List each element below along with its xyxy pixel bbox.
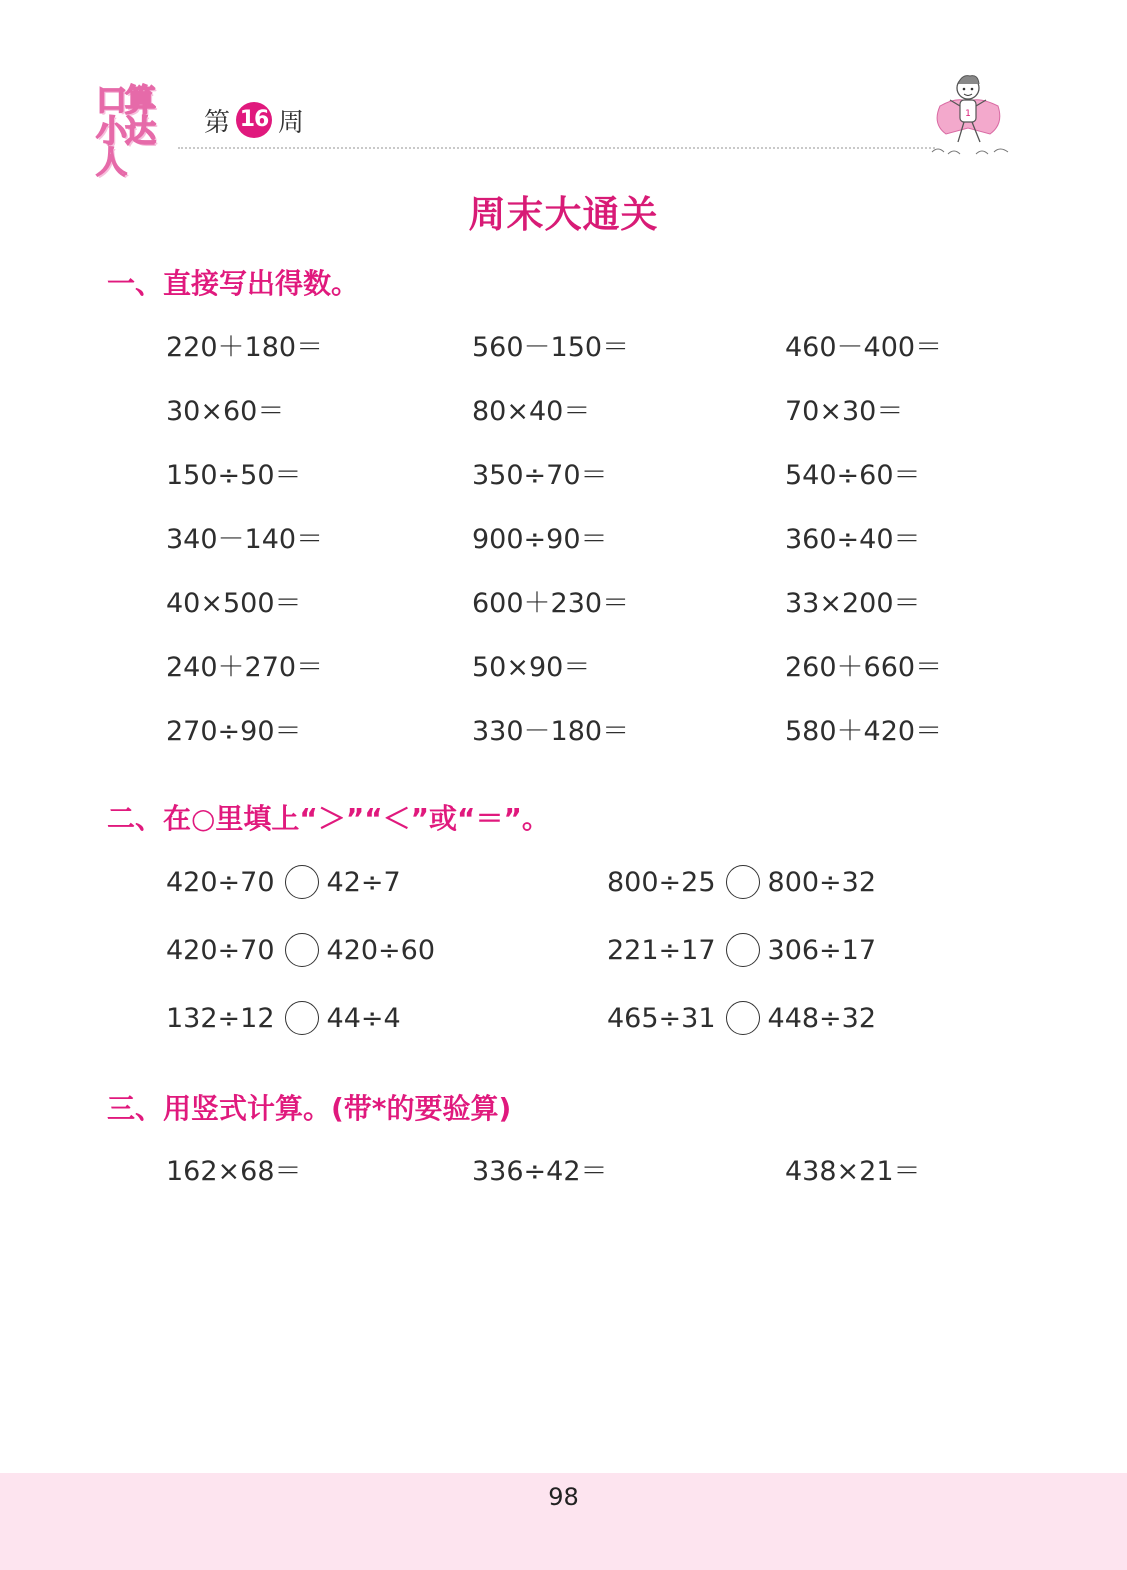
compare-right: 306÷17 [767,934,877,966]
problem-row [166,1149,986,1189]
problem-item: 260＋660＝ [785,652,943,683]
mascot-illustration-icon [918,66,1018,162]
compare-item [166,862,401,902]
week-suffix: 周 [278,107,305,138]
problem-item: 340－140＝ [166,524,324,555]
section2-heading: 二、在○里填上“＞”“＜”或“＝”。 [107,802,550,835]
problem-row [166,325,986,365]
problem-item: 460－400＝ [785,332,943,363]
answer-circle[interactable] [285,1001,319,1035]
problem-item: 580＋420＝ [785,716,943,747]
section1-heading: 一、直接写出得数。 [107,267,360,300]
problem-item: 162×68＝ [166,1156,302,1187]
compare-left: 800÷25 [607,866,716,898]
compare-right: 420÷60 [326,934,436,966]
logo-text-line2: 小达人 [96,114,154,181]
compare-item [166,930,435,970]
problem-item: 270÷90＝ [166,716,302,747]
problem-item: 900÷90＝ [472,524,608,555]
compare-item [607,862,876,902]
week-label [204,100,304,140]
problem-row [166,389,986,429]
compare-left: 465÷31 [607,1002,716,1034]
problem-item: 600＋230＝ [472,588,630,619]
compare-left: 221÷17 [607,934,716,966]
problem-item: 30×60＝ [166,396,285,427]
section3-heading: 三、用竖式计算。(带*的要验算) [107,1092,512,1125]
problem-item: 438×21＝ [785,1156,921,1187]
answer-circle[interactable] [726,1001,760,1035]
problem-row [166,709,986,749]
svg-text:1: 1 [965,109,971,119]
answer-circle[interactable] [726,865,760,899]
problem-item: 360÷40＝ [785,524,921,555]
compare-right: 44÷4 [326,1002,401,1034]
problem-item: 33×200＝ [785,588,921,619]
problem-item: 70×30＝ [785,396,904,427]
problem-item: 350÷70＝ [472,460,608,491]
problem-row [166,517,986,557]
problem-item: 540÷60＝ [785,460,921,491]
problem-row [166,453,986,493]
problem-item: 240＋270＝ [166,652,324,683]
compare-left: 132÷12 [166,1002,275,1034]
header-divider [178,147,935,149]
page-title: 周末大通关 [468,193,659,236]
problem-row [166,581,986,621]
compare-item [166,998,401,1038]
problem-item: 560－150＝ [472,332,630,363]
problem-item: 80×40＝ [472,396,591,427]
problem-item: 40×500＝ [166,588,302,619]
week-prefix: 第 [204,107,231,138]
problem-row [166,645,986,685]
answer-circle[interactable] [285,865,319,899]
compare-right: 800÷32 [767,866,877,898]
compare-item [607,930,876,970]
logo-text-line1: 口算 [96,83,154,119]
problem-item: 150÷50＝ [166,460,302,491]
compare-left: 420÷70 [166,934,275,966]
problem-item: 220＋180＝ [166,332,324,363]
compare-right: 42÷7 [326,866,401,898]
compare-right: 448÷32 [767,1002,877,1034]
compare-left: 420÷70 [166,866,275,898]
problem-item: 330－180＝ [472,716,630,747]
compare-item [607,998,876,1038]
week-number-badge: 16 [236,102,272,138]
problem-item: 50×90＝ [472,652,591,683]
answer-circle[interactable] [285,933,319,967]
page-number: 98 [548,1483,579,1511]
problem-item: 336÷42＝ [472,1156,608,1187]
answer-circle[interactable] [726,933,760,967]
book-logo [94,83,180,181]
